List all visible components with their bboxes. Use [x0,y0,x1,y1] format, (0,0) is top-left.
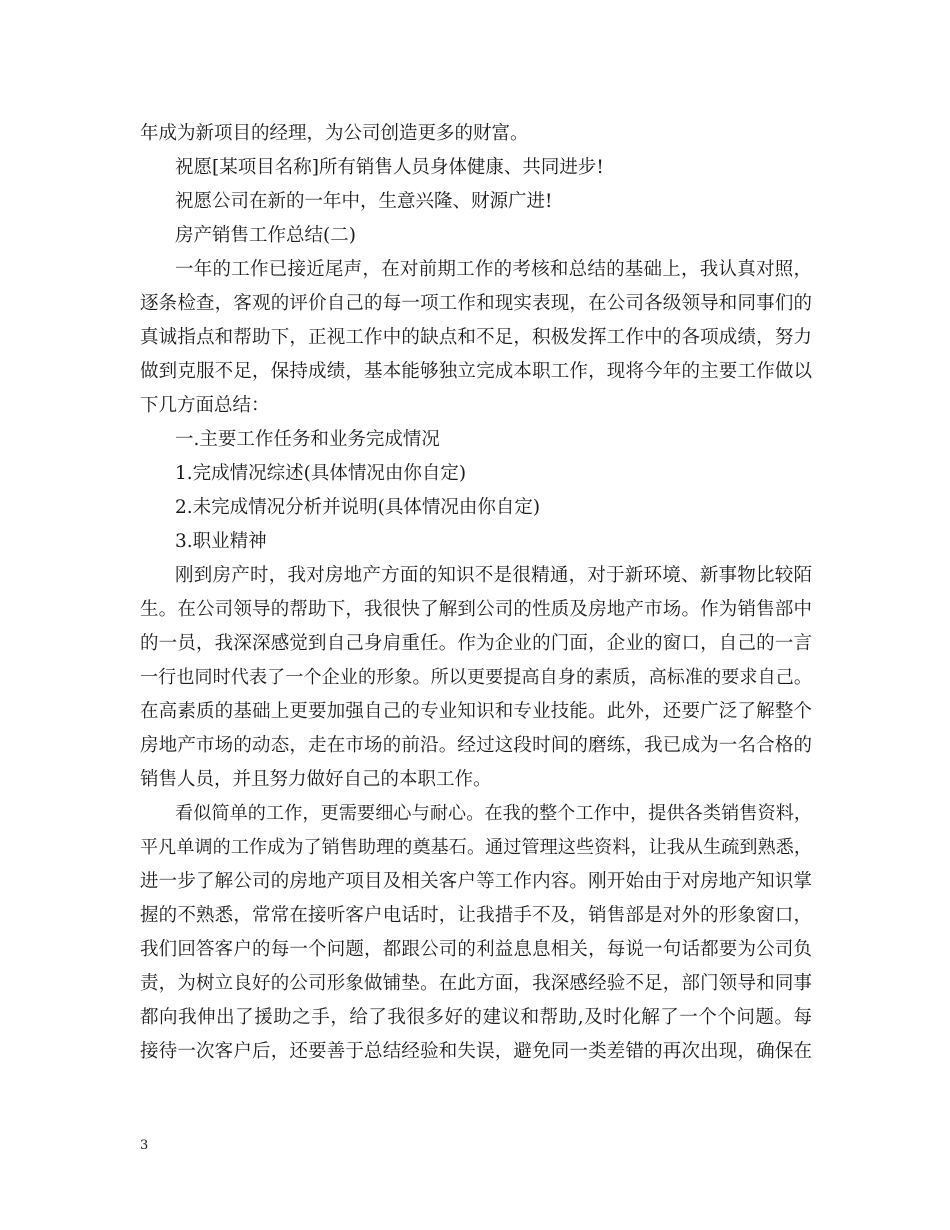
text-line: 接待一次客户后，还要善于总结经验和失误，避免同一类差错的再次出现，确保在 [140,1041,812,1062]
text-line: 看似简单的工作，更需要细心与耐心。在我的整个工作中，提供各类销售资料， [175,803,812,824]
text-line: 一.主要工作任务和业务完成情况 [175,429,440,450]
text-line: 年成为新项目的经理，为公司创造更多的财富。 [140,123,529,144]
text-line: 房地产市场的动态，走在市场的前沿。经过这段时间的磨练，我已成为一名合格的 [140,735,812,756]
text-line: 握的不熟悉，常常在接听客户电话时，让我措手不及，销售部是对外的形象窗口， [140,905,812,926]
text-line: 我们回答客户的每一个问题，都跟公司的利益息息相关，每说一句话都要为公司负 [140,939,812,960]
text-line: 逐条检查，客观的评价自己的每一项工作和现实表现，在公司各级领导和同事们的 [140,293,812,314]
text-line: 的一员，我深深感觉到自己身肩重任。作为企业的门面，企业的窗口，自己的一言 [140,633,812,654]
text-line: 都向我伸出了援助之手，给了我很多好的建议和帮助,及时化解了一个个问题。每 [140,1007,812,1028]
page-number: 3 [140,1138,149,1153]
document-body [140,117,812,1069]
text-line: 平凡单调的工作成为了销售助理的奠基石。通过管理这些资料，让我从生疏到熟悉， [140,837,812,858]
text-line: 1.完成情况综述(具体情况由你自定) [175,463,467,484]
text-line: 真诚指点和帮助下，正视工作中的缺点和不足，积极发挥工作中的各项成绩，努力 [140,327,812,348]
text-line: 责，为树立良好的公司形象做铺垫。在此方面，我深感经验不足，部门领导和同事 [140,973,812,994]
text-line: 进一步了解公司的房地产项目及相关客户等工作内容。刚开始由于对房地产知识掌 [140,871,812,892]
text-line: 2.未完成情况分析并说明(具体情况由你自定) [175,497,541,518]
text-line: 一年的工作已接近尾声，在对前期工作的考核和总结的基础上，我认真对照， [175,259,812,280]
text-line: 祝愿公司在新的一年中，生意兴隆、财源广进! [175,191,553,212]
text-line: 在高素质的基础上更要加强自己的专业知识和专业技能。此外，还要广泛了解整个 [140,701,812,722]
text-line: 生。在公司领导的帮助下，我很快了解到公司的性质及房地产市场。作为销售部中 [140,599,812,620]
text-line: 刚到房产时，我对房地产方面的知识不是很精通，对于新环境、新事物比较陌 [175,565,812,586]
text-line: 销售人员，并且努力做好自己的本职工作。 [140,769,492,790]
text-line: 房产销售工作总结(二) [175,225,356,246]
text-line: 祝愿[某项目名称]所有销售人员身体健康、共同进步! [175,157,604,178]
text-line: 3.职业精神 [175,531,267,552]
text-line: 下几方面总结： [140,395,270,416]
text-line: 一行也同时代表了一个企业的形象。所以更要提高自身的素质，高标准的要求自己。 [140,667,812,688]
text-line: 做到克服不足，保持成绩，基本能够独立完成本职工作，现将今年的主要工作做以 [140,361,812,382]
